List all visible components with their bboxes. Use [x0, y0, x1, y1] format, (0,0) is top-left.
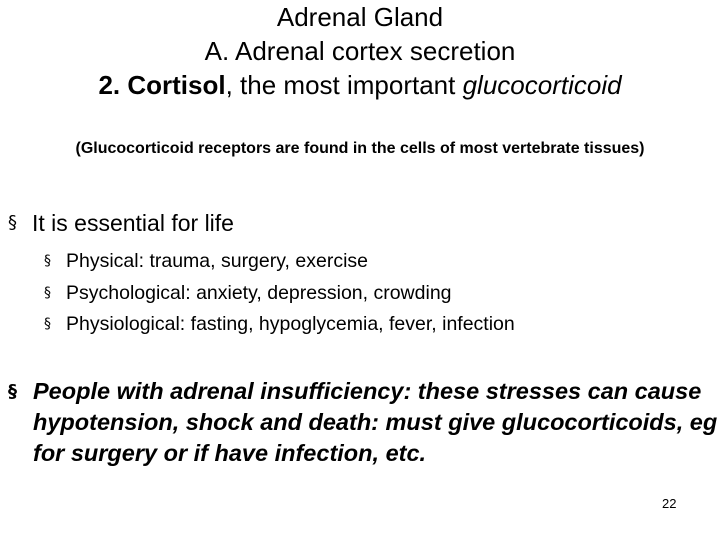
sub-bullet-marker: § — [44, 284, 51, 301]
sub-bullet-marker: § — [44, 253, 51, 269]
title-middle-text: , the most important — [225, 70, 463, 100]
bullet-insufficiency — [8, 376, 718, 469]
sub-item-physical — [44, 246, 515, 278]
title-line-1: Adrenal Gland — [276, 2, 444, 32]
title-cortisol: Cortisol — [127, 70, 226, 100]
page-number: 22 — [662, 496, 677, 511]
slide-title — [0, 0, 720, 102]
bullet-marker: § — [8, 381, 17, 402]
bullet-marker: § — [8, 212, 17, 233]
sub-item-text: Psychological: anxiety, depression, crowding — [66, 281, 452, 304]
receptor-note: (Glucocorticoid receptors are found in the cells of most vertebrate tissues) — [75, 140, 645, 157]
bullet-text: It is essential for life — [32, 210, 234, 236]
bullet-essential — [8, 208, 234, 238]
sub-bullet-marker: § — [44, 316, 51, 332]
sub-item-psychological — [44, 278, 515, 310]
title-line-3 — [0, 68, 720, 102]
bullet-text: People with adrenal insufficiency: these stresses can cause hypotension, shock and death: must give glucocorticoids, eg for surgery or if have infection, etc. — [33, 378, 718, 466]
title-glucocorticoid: glucocorticoid — [462, 70, 622, 100]
title-line-2: A. Adrenal cortex secretion — [204, 36, 516, 66]
sub-item-text: Physiological: fasting, hypoglycemia, fever, infection — [66, 313, 515, 335]
sub-item-text: Physical: trauma, surgery, exercise — [66, 250, 368, 272]
stress-sub-list — [44, 246, 515, 341]
title-number: 2. — [98, 70, 128, 100]
sub-item-physiological — [44, 309, 515, 341]
